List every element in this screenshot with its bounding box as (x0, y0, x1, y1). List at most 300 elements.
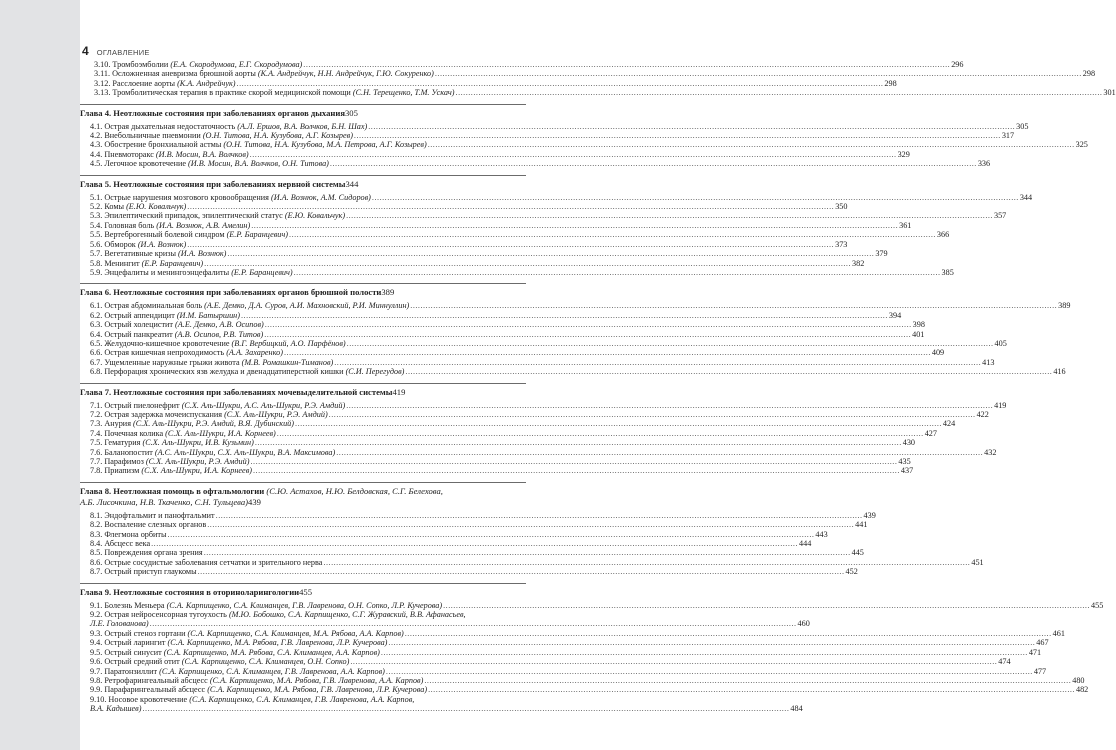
toc-entry-text (90, 311, 240, 320)
toc-entry-text (90, 150, 249, 159)
toc-entry (80, 548, 864, 558)
leader-dots (381, 648, 1028, 657)
toc-entry-number: 9.8. (90, 675, 103, 685)
toc-entry-text (90, 202, 186, 211)
toc-entry-number: 7.3. (90, 419, 103, 429)
toc-entry-authors: (А.В. Осипов, Р.В. Титов) (174, 329, 264, 339)
toc-entry-number: 5.5. (90, 230, 103, 240)
toc-entry-text (90, 339, 346, 348)
toc-entry-page: 409 (931, 348, 945, 358)
toc-entry-number: 6.8. (90, 367, 103, 377)
chapter-items (80, 301, 1071, 377)
toc-entry-page: 430 (902, 438, 916, 448)
page-header (82, 44, 150, 58)
toc-entry-number: 6.6. (90, 348, 103, 358)
leader-dots (346, 211, 993, 220)
chapter-heading (80, 108, 526, 119)
toc-entry-text (90, 676, 423, 685)
toc-entry-page: 366 (936, 230, 950, 240)
toc-entry-title: Острый холецистит (104, 320, 173, 330)
toc-entry-title: Острая нейросенсорная тугоухость (104, 610, 227, 620)
toc-entry-authors: (С.Х. Аль-Шукри, Р.Э. Амдий) (145, 457, 250, 466)
leader-dots (264, 330, 911, 339)
toc-entry (80, 249, 888, 259)
toc-entry-authors: (И.А. Вознюк, А.М. Сидоров) (270, 192, 371, 202)
leader-dots (251, 221, 898, 230)
toc-entry-number: 9.10. (90, 694, 107, 704)
toc-entry-page: 298 (884, 78, 897, 88)
toc-entry (80, 457, 911, 466)
toc-entry (80, 131, 1015, 141)
toc-entry-text (90, 548, 203, 557)
toc-entry-authors: (С.А. Карпищенко, С.А. Климанцев, Г.В. Лавренова, А.А. Карпов, (189, 694, 415, 704)
toc-entry-title: Ущемленные наружные грыжи живота (104, 357, 240, 367)
toc-entry-text (90, 358, 333, 367)
leader-dots (346, 401, 993, 410)
chapter-items (80, 600, 1104, 714)
toc-entry-page: 305 (1016, 121, 1029, 131)
toc-entry-number: 4.2. (90, 131, 103, 141)
toc-entry-page: 398 (912, 320, 925, 330)
toc-entry-number: 5.6. (90, 239, 103, 249)
toc-entry-title: Почечная колика (104, 428, 164, 438)
chapter-title: Глава 7. Неотложные состояния при заболеваниях мочевыделительной системы (80, 386, 393, 397)
page-number: 4 (82, 44, 89, 58)
toc-entry-text (90, 410, 328, 419)
chapter-title: Глава 5. Неотложные состояния при заболеваниях нервной системы (80, 178, 346, 189)
leader-dots (253, 466, 900, 475)
toc-entry-authors: (Е.Р. Баранцевич) (141, 258, 204, 268)
toc-entry-title: Острый средний отит (104, 657, 180, 667)
toc-entry-number: 6.5. (90, 338, 103, 348)
toc-entry-title: Тромболитическая терапия в практике скорой медицинской помощи (112, 88, 351, 98)
toc-entry-title: Острый приступ глаукомы (104, 567, 197, 577)
toc-entry-page: 445 (851, 548, 864, 558)
toc-entry-number: 5.2. (90, 202, 103, 212)
toc-entry-title: Обморок (104, 239, 136, 249)
toc-entry-title: Острая дыхательная недостаточность (104, 121, 236, 131)
toc-entry-authors: (А.Е. Демко, Д.А. Суров, А.И. Махновский, Р.И. Миннуллин) (204, 301, 410, 311)
toc-entry-page: 451 (971, 557, 984, 567)
toc-entry-number: 5.9. (90, 267, 103, 277)
toc-entry-text (90, 348, 283, 357)
toc-entry-title: Вегетативные кризы (104, 249, 176, 259)
toc-entry-number: 5.7. (90, 249, 103, 259)
toc-entry-authors-cont: В.А. Кадышев) (90, 704, 142, 714)
toc-entry-title: Острая задержка мочеиспускания (104, 409, 223, 419)
toc-entry-authors: (С.Х. Аль-Шукри, И.А. Корнеев) (141, 466, 252, 476)
toc-entry-page: 439 (863, 510, 876, 520)
toc-entry-title: Вертеброгенный болевой синдром (104, 230, 225, 240)
toc-entry-continuation (80, 619, 810, 629)
leader-dots (323, 558, 970, 567)
toc-entry-title: Повреждения органа зрения (104, 548, 203, 558)
toc-entry-text (90, 159, 329, 168)
toc-entry (80, 638, 1049, 648)
toc-entry-title: Абсцесс века (104, 539, 151, 549)
chapter-items (80, 510, 984, 577)
toc-entry (80, 69, 1096, 79)
toc-entry-page: 443 (815, 529, 828, 539)
toc-entry-number: 9.5. (90, 647, 103, 657)
toc-entry-page: 344 (1019, 192, 1033, 202)
chapter-section (80, 175, 1033, 278)
toc-entry (80, 466, 914, 476)
toc-entry-number: 8.2. (90, 520, 103, 530)
toc-entry (80, 301, 1071, 311)
toc-entry-page: 435 (898, 457, 911, 466)
leader-dots (347, 339, 994, 348)
leader-dots (187, 202, 834, 211)
leader-dots (250, 150, 897, 159)
chapter-page: 455 (299, 586, 312, 597)
toc-entry-title: Флегмона орбиты (104, 529, 167, 539)
toc-entry-authors: (И.А. Вознюк, А.В. Амелин) (156, 220, 251, 230)
leader-dots (388, 638, 1035, 647)
toc-entry-page: 317 (1001, 131, 1015, 141)
chapter-items (80, 192, 1033, 278)
toc-intro-section (80, 60, 1116, 98)
toc-entry-number: 7.7. (90, 457, 103, 466)
toc-entry-page: 401 (912, 329, 925, 339)
toc-entry-text (90, 429, 276, 438)
toc-entry (80, 520, 868, 530)
leader-dots (443, 601, 1090, 610)
leader-dots (405, 629, 1052, 638)
toc-entry-page: 424 (942, 419, 956, 429)
toc-entry-number: 3.10. (94, 60, 111, 69)
toc-entry-page: 419 (994, 400, 1007, 410)
toc-entry-text (94, 88, 455, 97)
toc-entry-number: 7.2. (90, 409, 103, 419)
toc-entry-number: 7.1. (90, 400, 103, 410)
leader-dots (150, 619, 797, 628)
toc-entry-title: Осложненная аневризма брюшной аорты (112, 69, 256, 79)
toc-entry-number: 8.3. (90, 529, 103, 539)
toc-entry-title: Острый аппендицит (104, 310, 175, 320)
leader-dots (289, 230, 936, 239)
toc-entry-authors: (А.С. Аль-Шукри, С.Х. Аль-Шукри, В.А. Максимова) (154, 447, 336, 457)
toc-entry-authors: (С.А. Карпищенко, С.А. Климанцев, М.А. Рябова, А.А. Карпов) (187, 628, 404, 638)
toc-entry-page: 416 (1053, 367, 1066, 377)
chapter-section (80, 583, 1104, 714)
toc-entry-text (90, 211, 345, 220)
toc-entry-text (90, 530, 167, 539)
toc-entry-page: 325 (1075, 140, 1088, 150)
toc-entry-text (90, 457, 249, 466)
toc-entry-page: 336 (977, 159, 991, 169)
toc-entry-title: Болезнь Меньера (104, 600, 165, 610)
toc-entry-number: 3.13. (94, 88, 111, 98)
toc-entry-text (90, 249, 226, 258)
chapter-heading (80, 287, 526, 298)
chapter-title: Глава 6. Неотложные состояния при заболеваниях органов брюшной полости (80, 287, 382, 298)
toc-entry (80, 121, 1029, 131)
chapter-authors: (С.Ю. Астахов, Н.Ю. Белдовская, С.Г. Белехова, (266, 485, 443, 496)
toc-entry-number: 6.4. (90, 329, 103, 339)
chapter-heading (80, 486, 526, 497)
leader-dots (204, 548, 851, 557)
leader-dots (198, 567, 845, 576)
chapter-items (80, 121, 1088, 169)
toc-entry-page: 482 (1075, 685, 1089, 695)
toc-entry-authors: (С.А. Карпищенко, М.А. Рябова, С.А. Климанцев, А.А. Карпов) (163, 647, 380, 657)
toc-entry-title: Внебольничные пневмонии (104, 131, 201, 141)
toc-entry-number: 5.3. (90, 211, 103, 221)
toc-entry-authors: (А.А. Захаренко) (226, 348, 283, 358)
toc-entry (80, 695, 526, 704)
toc-entry-page: 432 (984, 447, 997, 457)
chapter-items (80, 400, 1007, 476)
toc-entry-number: 7.6. (90, 447, 103, 457)
chapter-section (80, 283, 1071, 377)
toc-entry-page: 385 (941, 267, 954, 277)
toc-entry (80, 220, 912, 230)
toc-entry-authors: (С.А. Карпищенко, М.А. Рябова, Г.В. Лавренова, Л.Р. Кучерова) (207, 685, 428, 695)
side-margin-strip (0, 0, 80, 750)
toc-entry-page: 471 (1028, 647, 1042, 657)
toc-entry-text (94, 60, 302, 69)
toc-entry-title: Паратонзиллит (104, 666, 158, 676)
toc-entry-title: Анурия (104, 419, 131, 429)
toc-entry (80, 447, 997, 457)
toc-entry-authors: (И.В. Мосин, В.А. Волчков, О.Н. Титова) (188, 159, 329, 169)
toc-entry-page: 361 (899, 220, 912, 230)
toc-entry-title: Перфорация хронических язв желудка и двенадцатиперстной кишки (104, 367, 344, 377)
toc-entry-authors: (А.Е. Демко, А.В. Осипов) (175, 320, 264, 330)
toc-entry-title: Острый пиелонефрит (104, 400, 180, 410)
toc-entry-title: Ретрофарингеальный абсцесс (104, 675, 208, 685)
toc-entry-title: Острый панкреатит (104, 329, 173, 339)
toc-entry-number: 6.1. (90, 301, 103, 311)
toc-entry-number: 5.1. (90, 192, 103, 202)
toc-entry-text (90, 230, 288, 239)
toc-entry-authors: (С.И. Перегудов) (345, 367, 405, 377)
toc-entry (80, 666, 1047, 676)
toc-entry-title: Воспаление слезных органов (104, 520, 207, 530)
leader-dots (350, 657, 997, 666)
leader-dots (255, 438, 902, 447)
toc-entry-authors: (Е.Р. Баранцевич) (231, 267, 293, 277)
toc-entry-title: Приапизм (104, 466, 140, 476)
toc-entry-number: 7.5. (90, 438, 103, 448)
toc-entry (80, 367, 1066, 377)
toc-entry (80, 320, 925, 330)
toc-entry-text (94, 69, 434, 78)
toc-entry-title: Острая кишечная непроходимость (104, 348, 225, 358)
leader-dots (330, 159, 977, 168)
toc-entry-number: 8.7. (90, 567, 103, 577)
leader-dots (187, 240, 834, 249)
toc-entry (80, 510, 876, 520)
toc-entry-number: 5.8. (90, 258, 103, 268)
table-of-contents (80, 60, 1116, 714)
leader-dots (168, 530, 815, 539)
toc-entry-title: Энцефалиты и менингоэнцефалиты (104, 267, 230, 277)
toc-entry-title: Легочное кровотечение (104, 159, 186, 169)
toc-entry-text (90, 419, 294, 428)
toc-entry-text (90, 438, 254, 447)
toc-entry-authors: (И.В. Мосин, В.А. Волчков) (155, 149, 249, 159)
toc-entry-text (90, 657, 349, 666)
toc-entry-text (90, 466, 252, 475)
toc-entry (80, 230, 950, 240)
toc-entry-page: 405 (994, 338, 1007, 348)
toc-entry (80, 600, 1104, 610)
toc-entry-title: Парафарингеальный абсцесс (104, 685, 206, 695)
toc-entry-text (90, 638, 387, 647)
toc-entry-page: 460 (797, 619, 810, 629)
toc-entry-number: 3.11. (94, 69, 111, 79)
leader-dots (410, 301, 1057, 310)
toc-entry-authors: (С.Х. Аль-Шукри, Р.Э. Амдий) (224, 409, 328, 419)
leader-dots (295, 419, 942, 428)
toc-entry-number: 8.4. (90, 539, 103, 549)
toc-entry-page: 382 (852, 258, 865, 268)
chapter-heading (80, 387, 526, 398)
toc-entry (80, 529, 828, 539)
toc-entry-authors: (И.А. Вознюк) (137, 239, 187, 249)
toc-entry (80, 409, 989, 419)
toc-entry (80, 140, 1088, 150)
toc-entry-number: 9.3. (90, 628, 103, 638)
toc-entry-number: 9.1. (90, 600, 103, 610)
toc-entry-title: Эндофтальмит и панофтальмит (104, 510, 215, 520)
leader-dots (368, 122, 1015, 131)
toc-entry-page: 422 (976, 409, 989, 419)
chapter-page: 305 (344, 107, 358, 118)
toc-entry-title: Гематурия (104, 438, 141, 448)
toc-entry-authors: (К.А. Андрейчук, Н.Н. Андрейчук, Г.Ю. Сокуренко) (257, 69, 434, 79)
toc-entry (80, 647, 1042, 657)
toc-entry (80, 567, 858, 577)
toc-entry-number: 4.5. (90, 159, 103, 169)
toc-entry-text (90, 320, 264, 329)
leader-dots (284, 348, 931, 357)
leader-dots (435, 69, 1082, 78)
toc-entry (80, 258, 865, 268)
toc-entry-title: Острый ларингит (104, 638, 166, 648)
chapter-heading (80, 179, 526, 190)
toc-entry-title: Головная боль (104, 220, 155, 230)
toc-entry-number: 3.12. (94, 78, 111, 88)
leader-dots (207, 520, 854, 529)
toc-entry-page: 413 (982, 357, 995, 367)
toc-entry-text (90, 301, 409, 310)
toc-entry-number: 9.2. (90, 610, 103, 620)
toc-entry-page: 296 (951, 60, 964, 69)
toc-entry (80, 400, 1007, 410)
toc-entry (80, 557, 984, 567)
toc-entry-authors: (О.Н. Титова, Н.А. Кузубова, М.А. Петрова, А.Г. Козырев) (223, 140, 427, 150)
toc-entry-authors: (С.А. Карпищенко, М.А. Рябова, Г.В. Лавренова, А.А. Карпов) (209, 675, 424, 685)
toc-entry (80, 149, 910, 159)
toc-entry-text (90, 268, 293, 277)
toc-entry-page: 389 (1058, 301, 1071, 311)
leader-dots (204, 259, 851, 268)
toc-entry-authors: (М.Ю. Бобошко, С.А. Карпищенко, С.Г. Журавский, В.В. Афанасьев, (228, 610, 466, 620)
toc-entry (80, 657, 1011, 667)
toc-entry-title: Комы (104, 202, 125, 212)
leader-dots (142, 704, 789, 713)
toc-entry-authors: (О.Н. Титова, Н.А. Кузубова, А.Г. Козырев) (202, 131, 353, 141)
toc-entry-title: Острый синусит (104, 647, 162, 657)
chapter-page: 389 (381, 287, 395, 298)
toc-entry-number: 5.4. (90, 220, 103, 230)
toc-entry-text (90, 330, 263, 339)
toc-entry-title: Острый стеноз гортани (104, 628, 186, 638)
toc-entry-number: 9.4. (90, 638, 103, 648)
toc-entry-number: 4.3. (90, 140, 103, 150)
leader-dots (405, 367, 1052, 376)
toc-entry-title: Обострение бронхиальной астмы (104, 140, 222, 150)
chapter-title: Глава 8. Неотложная помощь в офтальмологии (80, 485, 265, 496)
toc-entry-page: 467 (1036, 638, 1049, 648)
toc-entry-text (90, 193, 371, 202)
chapter-page: 439 (248, 496, 261, 507)
toc-entry (80, 610, 526, 619)
toc-entry-title: Расслоение аорты (112, 78, 176, 88)
chapter-section (80, 482, 984, 577)
toc-entry-text (90, 259, 203, 268)
toc-entry-number: 8.6. (90, 557, 103, 567)
toc-entry (80, 428, 937, 438)
leader-dots (241, 311, 888, 320)
toc-entry-number: 7.8. (90, 466, 103, 476)
toc-entry-text (90, 567, 197, 576)
toc-entry-authors: (И.М. Батыршин) (176, 310, 240, 320)
toc-entry-text (90, 140, 427, 149)
leader-dots (265, 320, 912, 329)
toc-entry (80, 267, 954, 277)
toc-entry (80, 438, 916, 448)
toc-entry-text (90, 131, 353, 140)
toc-entry-text (90, 601, 442, 610)
toc-entry-page: 477 (1033, 666, 1047, 676)
toc-entry-title: Желудочно-кишечное кровотечение (104, 338, 230, 348)
toc-entry (80, 211, 1007, 221)
toc-entry-page: 301 (1103, 88, 1116, 98)
toc-entry (80, 348, 945, 358)
toc-entry-title: Парафимоз (104, 457, 144, 466)
toc-entry-authors: (К.А. Андрейчук) (177, 78, 236, 88)
leader-dots (277, 429, 924, 438)
chapter-page: 344 (345, 178, 359, 189)
leader-dots (227, 249, 874, 258)
toc-entry-continuation (80, 704, 803, 714)
leader-dots (456, 88, 1103, 97)
toc-entry-authors: (С.Х. Аль-Шукри, А.С. Аль-Шукри, Р.Э. Амдий) (181, 400, 346, 410)
toc-entry-text (90, 648, 380, 657)
leader-dots (386, 667, 1033, 676)
leader-dots (354, 131, 1001, 140)
leader-dots (428, 140, 1075, 149)
toc-entry-authors: (С.Х. Аль-Шукри, И.А. Корнеев) (165, 428, 276, 438)
toc-entry-number: 4.4. (90, 149, 103, 159)
toc-entry (80, 192, 1033, 202)
toc-entry-page: 461 (1052, 628, 1065, 638)
chapter-title: Глава 9. Неотложные состояния в оториноларингологии (80, 586, 300, 597)
toc-entry (80, 78, 897, 88)
toc-entry-page: 394 (888, 310, 902, 320)
toc-entry-number: 4.1. (90, 121, 103, 131)
toc-entry-page: 379 (875, 249, 888, 259)
leader-dots (237, 79, 884, 88)
leader-dots (334, 358, 981, 367)
toc-chapters (80, 104, 1104, 714)
toc-entry-page: 298 (1082, 69, 1096, 79)
toc-entry-authors: (Е.А. Скородумова, Е.Г. Скородумова) (170, 60, 303, 69)
